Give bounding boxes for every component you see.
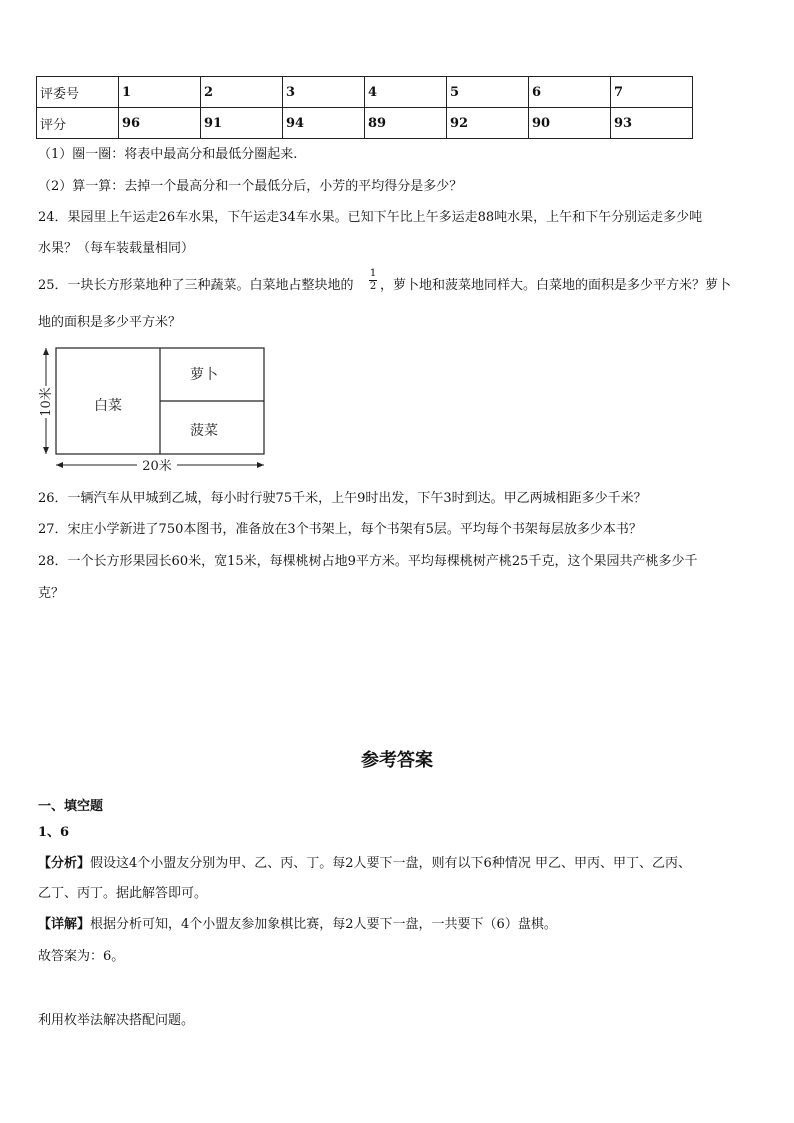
fraction-one-half xyxy=(369,269,377,292)
detail-tag: 【详解】 xyxy=(38,917,91,932)
label-bocai: 菠菜 xyxy=(190,423,218,439)
analysis-text: 假设这4个小盟友分别为甲、乙、丙、丁。每2人要下一盘，则有以下6种情况 甲乙、甲丙、甲丁、乙丙、 xyxy=(90,856,691,871)
table-cell: 94 xyxy=(283,108,365,139)
table-row xyxy=(37,108,693,139)
q25-line1a xyxy=(38,277,354,295)
analysis-line2: 乙丁、丙丁。据此解答即可。 xyxy=(38,886,208,901)
arrow-right-icon xyxy=(257,462,264,468)
q26: 26．一辆汽车从甲城到乙城，每小时行驶75千米，上午9时出发，下午3时到达。甲乙两城相距多少千米？ xyxy=(38,491,647,506)
analysis-line1 xyxy=(38,855,691,873)
score-table xyxy=(36,76,693,139)
table-cell: 6 xyxy=(529,77,611,108)
table-cell: 3 xyxy=(283,77,365,108)
arrow-up-icon xyxy=(43,348,49,355)
answer-line: 故答案为：6。 xyxy=(38,949,125,964)
table-cell: 89 xyxy=(365,108,447,139)
q23-part1: （1）圈一圈：将表中最高分和最低分圈起来. xyxy=(38,147,298,162)
q24-line1: 24．果园里上午运走26车水果，下午运走34车水果。已知下午比上午多运走88吨水果，上午和下午分别运走多少吨 xyxy=(38,210,703,225)
label-luobo: 萝卜 xyxy=(190,367,218,383)
table-cell: 7 xyxy=(611,77,693,108)
tip-line: 利用枚举法解决搭配问题。 xyxy=(38,1013,195,1028)
label-width: 20米 xyxy=(142,459,172,474)
label-baicai: 白菜 xyxy=(94,398,122,414)
label-height: 10米 xyxy=(39,387,54,417)
arrow-down-icon xyxy=(43,447,49,454)
q24-line2: 水果？（每车装载量相同） xyxy=(38,241,195,256)
q27: 27．宋庄小学新进了750本图书，准备放在3个书架上，每个书架有5层。平均每个书架每层放多少本书？ xyxy=(38,522,642,537)
q25-line2: 地的面积是多少平方米？ xyxy=(38,315,182,330)
q28-line2: 克？ xyxy=(38,586,65,601)
analysis-tag: 【分析】 xyxy=(38,856,91,871)
table-cell: 93 xyxy=(611,108,693,139)
table-cell: 90 xyxy=(529,108,611,139)
table-cell: 92 xyxy=(447,108,529,139)
table-row xyxy=(37,77,693,108)
detail-text: 根据分析可知，4个小盟友参加象棋比赛，每2人要下一盘，一共要下（6）盘棋。 xyxy=(90,917,557,932)
q23-part2: （2）算一算：去掉一个最高分和一个最低分后，小芳的平均得分是多少？ xyxy=(38,179,463,194)
table-cell: 5 xyxy=(447,77,529,108)
table-cell: 1 xyxy=(119,77,201,108)
vegetable-field-figure xyxy=(36,342,276,476)
table-cell: 96 xyxy=(119,108,201,139)
arrow-left-icon xyxy=(56,462,63,468)
answers-section: 一、填空题 xyxy=(38,799,104,814)
table-cell: 91 xyxy=(201,108,283,139)
q25-text-a: 25．一块长方形菜地种了三种蔬菜。白菜地占整块地的 xyxy=(38,278,354,293)
q28-line1: 28．一个长方形果园长60米，宽15米，每棵桃树占地9平方米。平均每棵桃树产桃25千克，这个果园共产桃多少千 xyxy=(38,554,698,569)
q25-line1b: ，萝卜地和菠菜地同样大。白菜地的面积是多少平方米？萝卜 xyxy=(380,278,732,293)
answers-title: 参考答案 xyxy=(361,750,433,771)
table-cell: 4 xyxy=(365,77,447,108)
table-cell: 2 xyxy=(201,77,283,108)
table-cell: 评委号 xyxy=(37,77,119,108)
fraction-denominator: 2 xyxy=(369,281,377,292)
answer-item-1: 1、6 xyxy=(38,825,70,840)
detail-line xyxy=(38,916,557,934)
fraction-numerator: 1 xyxy=(369,268,377,279)
table-cell: 评分 xyxy=(37,108,119,139)
